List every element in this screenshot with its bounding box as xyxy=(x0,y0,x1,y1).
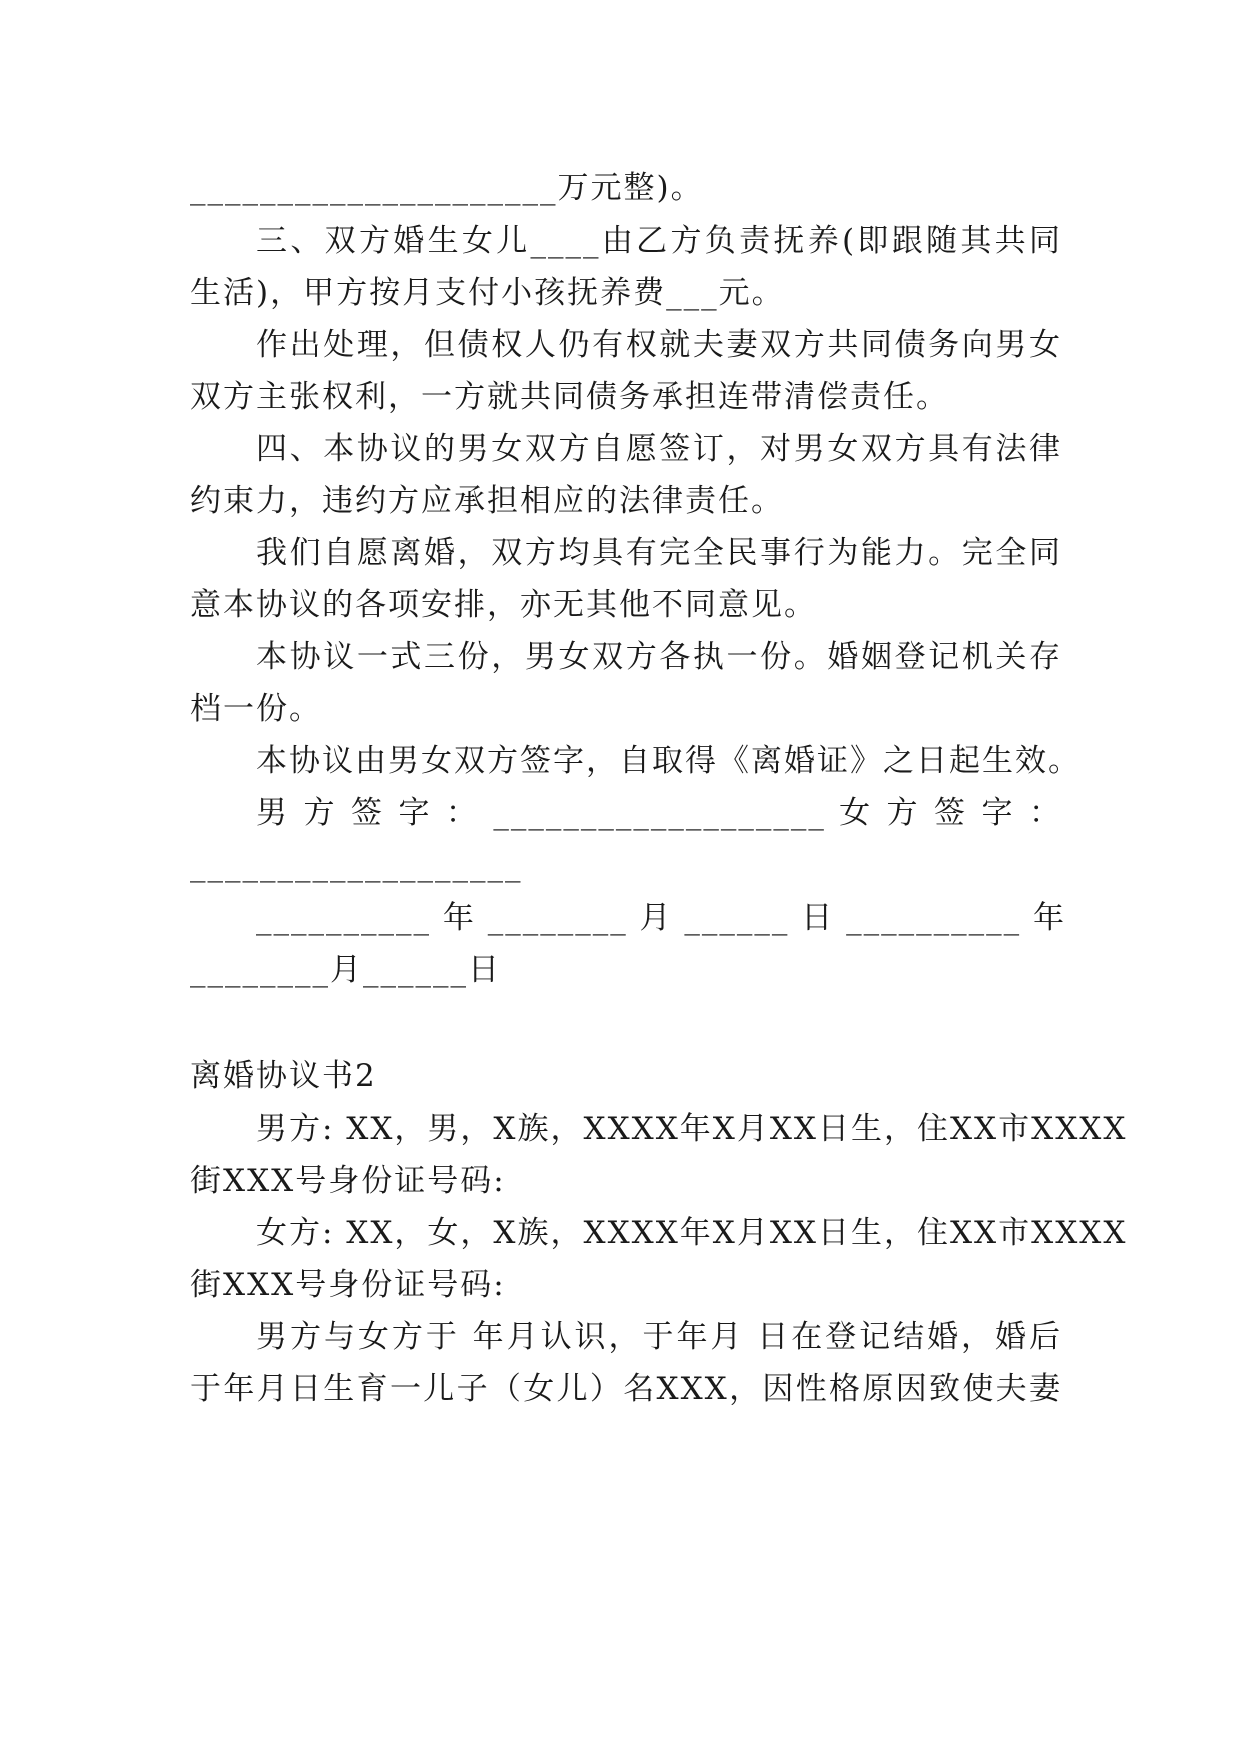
text-line: 生活)，甲方按月支付小孩抚养费___元。 xyxy=(190,275,785,311)
text-line: 女方: XX，女，X族，XXXX年X月XX日生，住XX市XXXX xyxy=(256,1215,1128,1251)
text-line: 三、双方婚生女儿____由乙方负责抚养(即跟随其共同 xyxy=(256,223,1062,259)
text-line: 街XXX号身份证号码: xyxy=(190,1163,506,1199)
date-line-continued: ________月______日 xyxy=(190,952,501,988)
text-line: 本协议一式三份，男女双方各执一份。婚姻登记机关存 xyxy=(256,639,1062,675)
signature-line: 男 方 签 字 ： ___________________ 女 方 签 字 ： xyxy=(256,795,1062,831)
text-line: 四、本协议的男女双方自愿签订，对男女双方具有法律 xyxy=(256,431,1062,467)
text-line: 档一份。 xyxy=(190,691,322,727)
text-line: 作出处理，但债权人仍有权就夫妻双方共同债务向男女 xyxy=(256,327,1062,363)
date-line: __________ 年 ________ 月 ______ 日 __________ 年 xyxy=(256,900,1066,936)
text-line: _____________________万元整)。 xyxy=(190,170,704,206)
text-line: 男方: XX，男，X族，XXXX年X月XX日生，住XX市XXXX xyxy=(256,1111,1128,1147)
text-line: 于年月日生育一儿子（女儿）名XXX，因性格原因致使夫妻 xyxy=(190,1371,1062,1407)
text-line: 双方主张权利，一方就共同债务承担连带清偿责任。 xyxy=(190,379,949,415)
text-line: 男方与女方于 年月认识，于年月 日在登记结婚，婚后 xyxy=(256,1319,1062,1355)
section-title: 离婚协议书2 xyxy=(190,1058,377,1094)
signature-blank: ___________________ xyxy=(190,847,523,883)
text-line: 本协议由男女双方签字，自取得《离婚证》之日起生效。 xyxy=(256,743,1081,779)
text-line: 我们自愿离婚，双方均具有完全民事行为能力。完全同 xyxy=(256,535,1062,571)
text-line: 街XXX号身份证号码: xyxy=(190,1267,506,1303)
text-line: 意本协议的各项安排，亦无其他不同意见。 xyxy=(190,587,817,623)
text-line: 约束力，违约方应承担相应的法律责任。 xyxy=(190,483,784,519)
